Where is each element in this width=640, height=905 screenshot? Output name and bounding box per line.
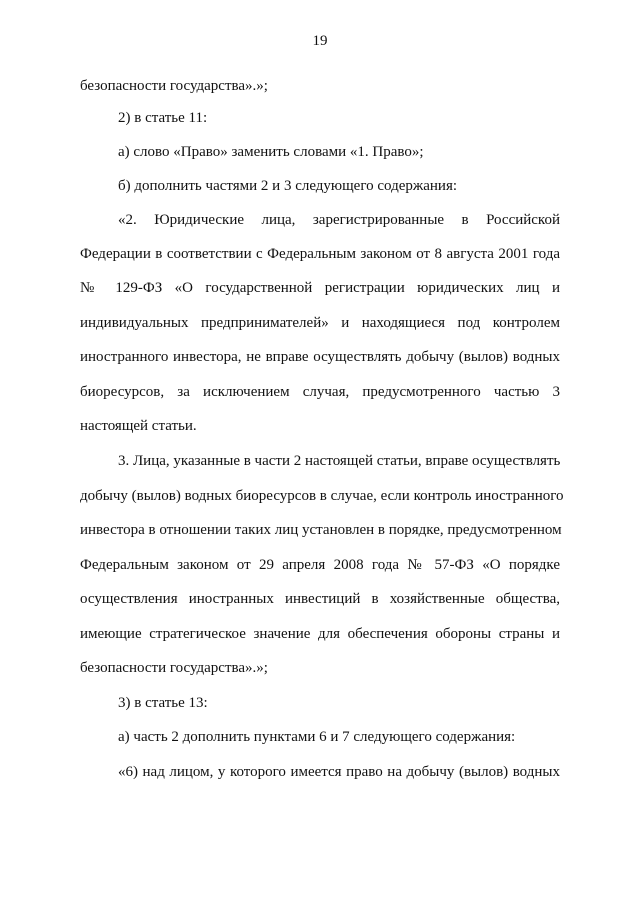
text-line: 3) в статье 13: — [118, 695, 208, 711]
text-line: биоресурсов, за исключением случая, предусмотренного частью 3 — [80, 384, 560, 400]
text-line: а) слово «Право» заменить словами «1. Право»; — [118, 144, 424, 160]
text-line: «6) над лицом, у которого имеется право на добычу (вылов) водных — [118, 764, 560, 780]
text-line: безопасности государства».»; — [80, 660, 268, 676]
text-line: иностранного инвестора, не вправе осуществлять добычу (вылов) водных — [80, 349, 560, 365]
text-line: б) дополнить частями 2 и 3 следующего содержания: — [118, 178, 458, 194]
text-line: Федеральным законом от 29 апреля 2008 года № 57-ФЗ «О порядке — [80, 557, 560, 573]
text-line: осуществления иностранных инвестиций в хозяйственные общества, — [80, 591, 560, 607]
text-line: безопасности государства».»; — [80, 78, 268, 94]
text-line: «2. Юридические лица, зарегистрированные в Российской — [118, 212, 560, 228]
page-number: 19 — [312, 33, 328, 49]
text-line: добычу (вылов) водных биоресурсов в случае, если контроль иностранного — [80, 488, 564, 504]
text-line: № 129-ФЗ «О государственной регистрации юридических лиц и — [80, 280, 560, 296]
text-line: 2) в статье 11: — [118, 110, 208, 126]
text-line: Федерации в соответствии с Федеральным законом от 8 августа 2001 года — [80, 246, 560, 262]
text-line: инвестора в отношении таких лиц установлен в порядке, предусмотренном — [80, 522, 562, 538]
text-line: настоящей статьи. — [80, 418, 197, 434]
text-line: 3. Лица, указанные в части 2 настоящей статьи, вправе осуществлять — [118, 453, 561, 469]
text-line: индивидуальных предпринимателей» и находящиеся под контролем — [80, 315, 560, 331]
text-line: имеющие стратегическое значение для обеспечения обороны страны и — [80, 626, 560, 642]
text-line: а) часть 2 дополнить пунктами 6 и 7 следующего содержания: — [118, 729, 516, 745]
